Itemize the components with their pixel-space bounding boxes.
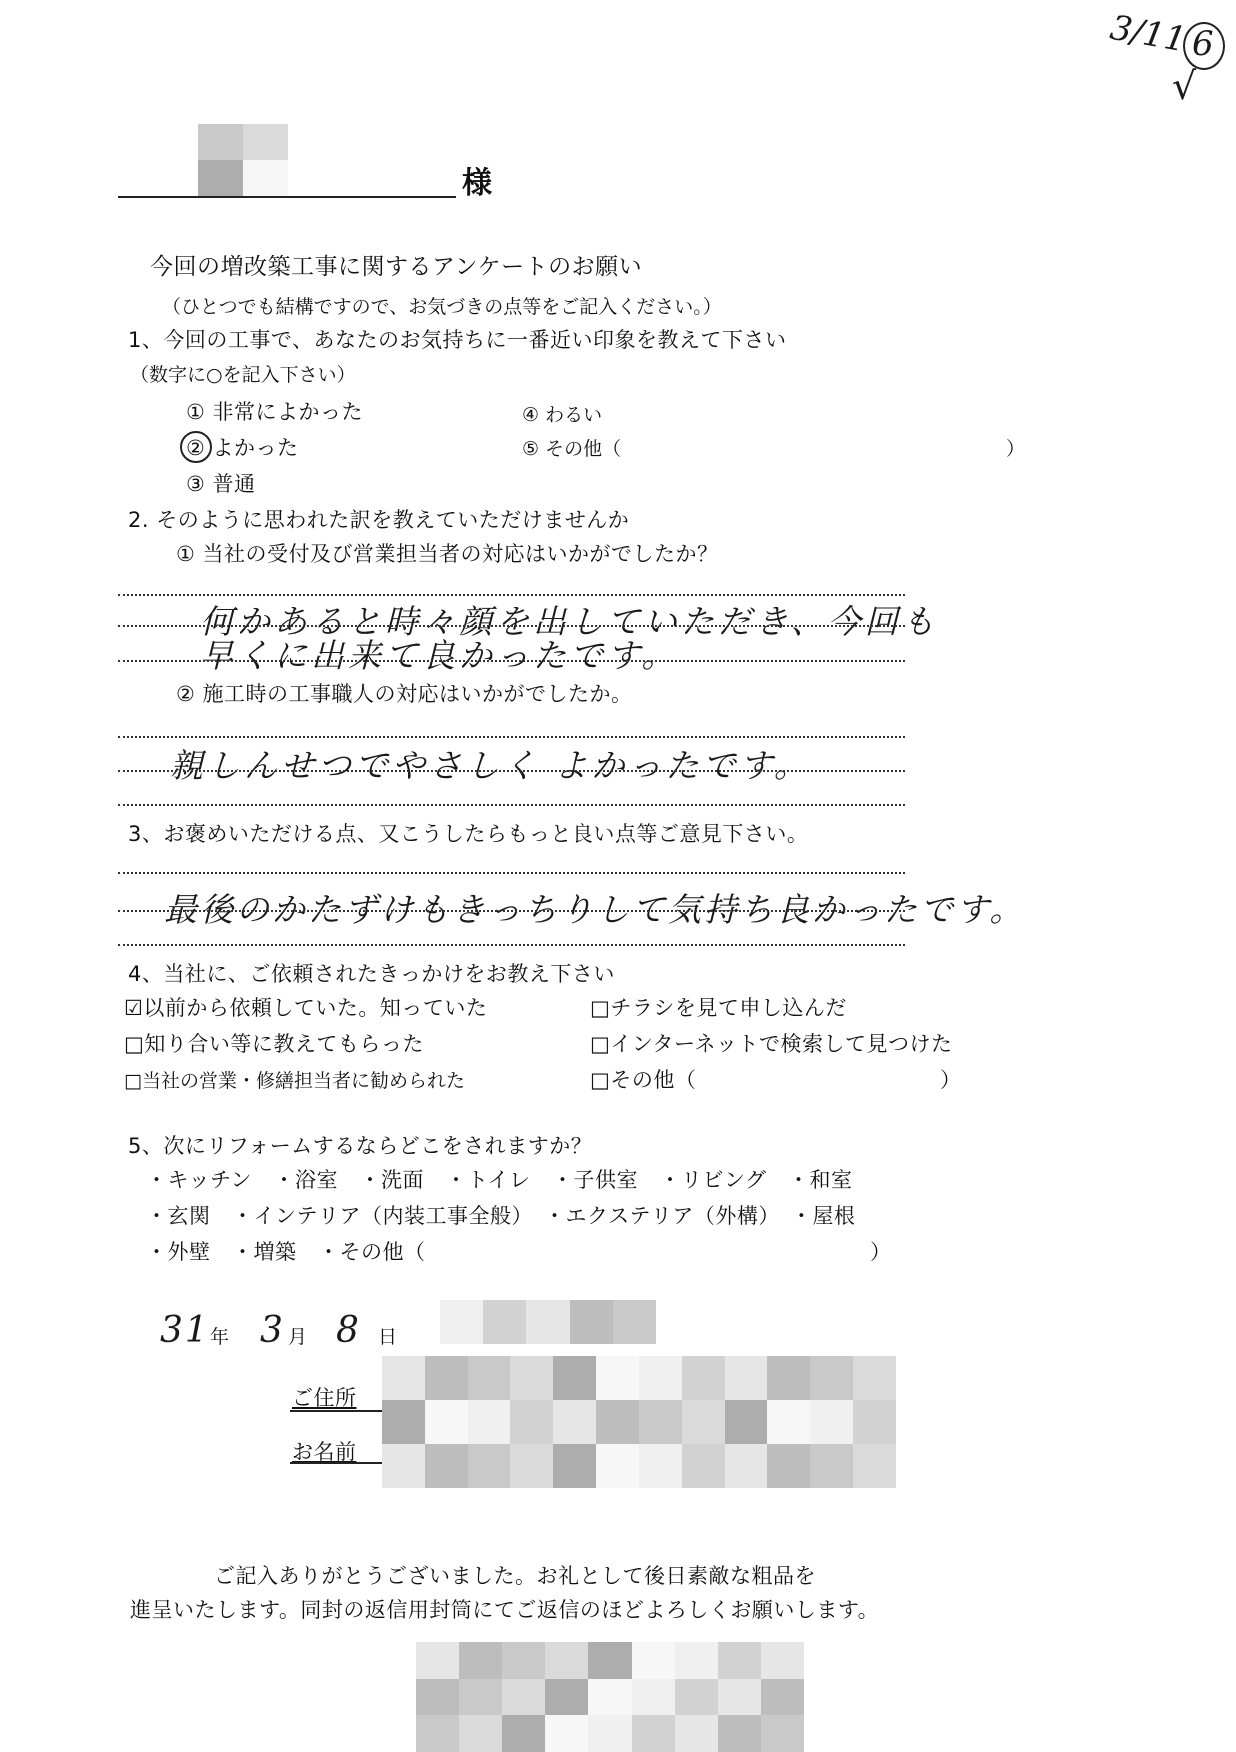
redaction-block bbox=[639, 1400, 682, 1444]
corner-check-mark: √ bbox=[1172, 64, 1197, 108]
redaction-block bbox=[810, 1444, 853, 1488]
date-day-value: 8 bbox=[336, 1310, 359, 1351]
q2-answer1-line-b bbox=[118, 625, 905, 627]
redaction-block bbox=[761, 1679, 804, 1716]
redaction-block bbox=[440, 1300, 483, 1344]
q2-answer1-line2: 早くに出来て良かったです。 bbox=[200, 636, 679, 675]
q1-option-4: ④ わるい bbox=[522, 404, 603, 426]
thanks-line-2: 進呈いたします。同封の返信用封筒にてご返信のほどよろしくお願いします。 bbox=[130, 1598, 880, 1622]
date-year-value: 31 bbox=[160, 1310, 210, 1351]
redaction-block bbox=[459, 1642, 502, 1679]
redaction-block bbox=[767, 1444, 810, 1488]
redaction-block bbox=[853, 1400, 896, 1444]
redaction-block bbox=[632, 1679, 675, 1716]
corner-date-mark: 3/11 bbox=[1107, 7, 1190, 61]
q1-option-2: ② よかった bbox=[186, 436, 299, 460]
redaction-block bbox=[510, 1400, 553, 1444]
thanks-line-1: ご記入ありがとうございました。お礼として後日素敵な粗品を bbox=[214, 1564, 816, 1588]
q1-option-3: ③ 普通 bbox=[186, 472, 256, 496]
redaction-block bbox=[853, 1356, 896, 1400]
redaction-block bbox=[853, 1444, 896, 1488]
redacted-recipient-name bbox=[198, 124, 288, 196]
q4-option-acquaintance: □知り合い等に教えてもらった bbox=[124, 1032, 424, 1056]
redaction-block bbox=[639, 1356, 682, 1400]
redaction-block bbox=[761, 1642, 804, 1679]
redacted-date-area bbox=[440, 1300, 656, 1344]
q5-row3-close: ） bbox=[870, 1240, 892, 1264]
redaction-block bbox=[810, 1356, 853, 1400]
redaction-block bbox=[416, 1715, 459, 1752]
redaction-block bbox=[425, 1400, 468, 1444]
q2-answer1-line1: 何かあると時々顔を出していただき、今回も bbox=[200, 602, 939, 641]
q2-answer2-line-b bbox=[118, 770, 905, 772]
q3-answer-line-b bbox=[118, 910, 905, 912]
q1-note: （数字に○を記入下さい） bbox=[130, 364, 356, 386]
redaction-block bbox=[588, 1679, 631, 1716]
q1-selected-circle bbox=[180, 431, 212, 463]
redaction-block bbox=[596, 1356, 639, 1400]
redaction-block bbox=[632, 1715, 675, 1752]
redaction-block bbox=[502, 1715, 545, 1752]
q2-question: 2. そのように思われた訳を教えていただけませんか bbox=[128, 508, 630, 532]
redaction-block bbox=[588, 1715, 631, 1752]
redaction-block bbox=[570, 1300, 613, 1344]
redaction-block bbox=[718, 1715, 761, 1752]
q2-answer2-line-c bbox=[118, 804, 905, 806]
redaction-block bbox=[382, 1400, 425, 1444]
redaction-block bbox=[468, 1444, 511, 1488]
q1-option-5-close: ） bbox=[1006, 438, 1026, 460]
corner-number: 6 bbox=[1192, 24, 1214, 64]
q3-answer-line-a bbox=[118, 872, 905, 874]
redaction-block bbox=[243, 124, 288, 160]
redaction-block bbox=[718, 1679, 761, 1716]
q4-option-other-close: ） bbox=[940, 1068, 962, 1092]
redaction-block bbox=[675, 1679, 718, 1716]
name-label: お名前 bbox=[292, 1440, 357, 1464]
q5-question: 5、次にリフォームするならどこをされますか？ bbox=[128, 1134, 593, 1158]
redacted-address-name bbox=[382, 1356, 896, 1488]
q3-question: 3、お褒めいただける点、又こうしたらもっと良い点等ご意見下さい。 bbox=[128, 822, 809, 846]
redaction-block bbox=[425, 1444, 468, 1488]
survey-title: 今回の増改築工事に関するアンケートのお願い bbox=[150, 254, 643, 280]
q4-option-internet: □インターネットで検索して見つけた bbox=[590, 1032, 953, 1056]
recipient-honorific: 様 bbox=[462, 166, 492, 201]
q5-row3: ・外壁 ・増築 ・その他（ bbox=[146, 1240, 426, 1264]
date-day-label: 日 bbox=[378, 1326, 398, 1348]
q3-answer: 最後のかたずけもきっちりして気持ち良かったです。 bbox=[164, 890, 1026, 929]
redaction-block bbox=[553, 1444, 596, 1488]
redaction-block bbox=[553, 1356, 596, 1400]
date-month-label: 月 bbox=[288, 1326, 308, 1348]
redaction-block bbox=[632, 1642, 675, 1679]
redaction-block bbox=[545, 1715, 588, 1752]
redaction-block bbox=[545, 1679, 588, 1716]
recipient-underline bbox=[118, 196, 456, 198]
q4-option-flyer: □チラシを見て申し込んだ bbox=[590, 996, 847, 1020]
redaction-block bbox=[682, 1400, 725, 1444]
redaction-block bbox=[468, 1356, 511, 1400]
redaction-block bbox=[459, 1679, 502, 1716]
redaction-block bbox=[682, 1356, 725, 1400]
q3-answer-line-c bbox=[118, 944, 905, 946]
redaction-block bbox=[810, 1400, 853, 1444]
q2-answer2-line-a bbox=[118, 736, 905, 738]
redaction-block bbox=[243, 160, 288, 196]
redaction-block bbox=[675, 1715, 718, 1752]
redaction-block bbox=[613, 1300, 656, 1344]
q2-answer2: 親しんせつでやさしく よかったです。 bbox=[170, 746, 811, 785]
redaction-block bbox=[588, 1642, 631, 1679]
redaction-block bbox=[502, 1679, 545, 1716]
redaction-block bbox=[725, 1356, 768, 1400]
redaction-block bbox=[198, 160, 243, 196]
redaction-block bbox=[725, 1444, 768, 1488]
redaction-block bbox=[526, 1300, 569, 1344]
q5-row2: ・玄関 ・インテリア（内装工事全般） ・エクステリア（外構） ・屋根 bbox=[146, 1204, 856, 1228]
redaction-block bbox=[382, 1444, 425, 1488]
q2-sub2: ② 施工時の工事職人の対応はいかがでしたか。 bbox=[176, 682, 633, 706]
q2-answer1-line-c bbox=[118, 660, 905, 662]
redaction-block bbox=[675, 1642, 718, 1679]
redaction-block bbox=[510, 1356, 553, 1400]
survey-subtitle: （ひとつでも結構ですので、お気づきの点等をご記入ください。） bbox=[162, 296, 722, 318]
redaction-block bbox=[639, 1444, 682, 1488]
q5-row1: ・キッチン ・浴室 ・洗面 ・トイレ ・子供室 ・リビング ・和室 bbox=[146, 1168, 853, 1192]
redaction-block bbox=[718, 1642, 761, 1679]
q4-question: 4、当社に、ご依頼されたきっかけをお教え下さい bbox=[128, 962, 615, 986]
redaction-block bbox=[553, 1400, 596, 1444]
redaction-block bbox=[416, 1679, 459, 1716]
date-month-value: 3 bbox=[260, 1310, 283, 1351]
redaction-block bbox=[459, 1715, 502, 1752]
redaction-block bbox=[545, 1642, 588, 1679]
redaction-block bbox=[725, 1400, 768, 1444]
redacted-company-info bbox=[416, 1642, 804, 1752]
redaction-block bbox=[416, 1642, 459, 1679]
redaction-block bbox=[468, 1400, 511, 1444]
redaction-block bbox=[483, 1300, 526, 1344]
redaction-block bbox=[596, 1400, 639, 1444]
q4-option-known-before: ☑以前から依頼していた。知っていた bbox=[124, 996, 488, 1020]
redaction-block bbox=[596, 1444, 639, 1488]
q4-option-sales-staff: □当社の営業・修繕担当者に勧められた bbox=[124, 1070, 465, 1092]
redaction-block bbox=[502, 1642, 545, 1679]
redaction-block bbox=[510, 1444, 553, 1488]
redaction-block bbox=[382, 1356, 425, 1400]
redaction-block bbox=[198, 124, 243, 160]
redaction-block bbox=[682, 1444, 725, 1488]
q1-option-1: ① 非常によかった bbox=[186, 400, 364, 424]
q4-option-other: □その他（ bbox=[590, 1068, 697, 1092]
address-label: ご住所 bbox=[292, 1386, 357, 1410]
q1-question: 1、今回の工事で、あなたのお気持ちに一番近い印象を教えて下さい bbox=[128, 328, 787, 352]
date-year-label: 年 bbox=[210, 1326, 230, 1348]
redaction-block bbox=[767, 1356, 810, 1400]
q2-sub1: ① 当社の受付及び営業担当者の対応はいかがでしたか？ bbox=[176, 542, 719, 566]
redaction-block bbox=[767, 1400, 810, 1444]
q1-option-5: ⑤ その他（ bbox=[522, 438, 622, 460]
redaction-block bbox=[425, 1356, 468, 1400]
redaction-block bbox=[761, 1715, 804, 1752]
